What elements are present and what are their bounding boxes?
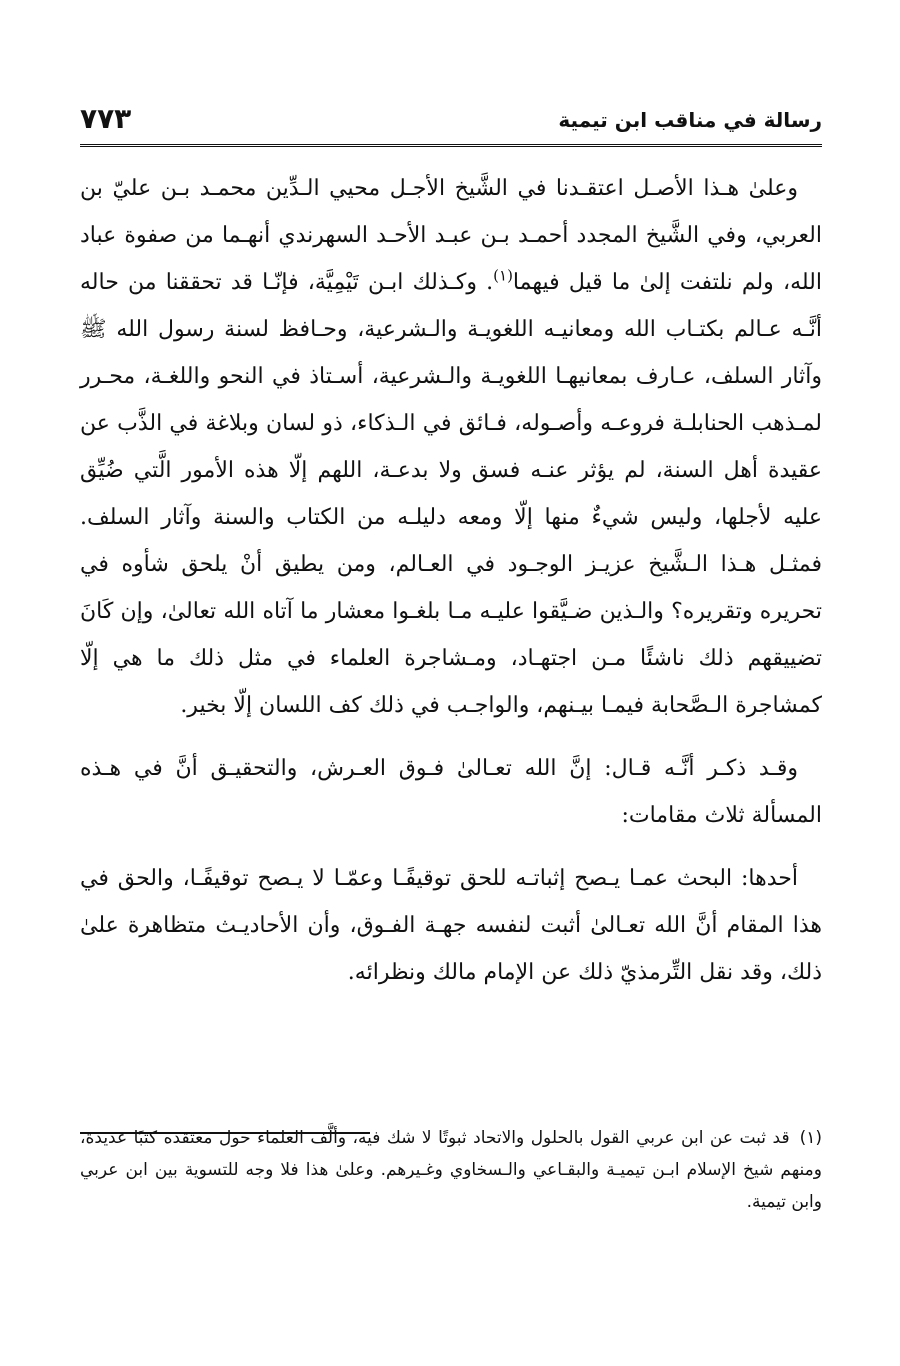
paragraph-1 [80, 165, 822, 729]
paragraph-3: أحدها: البحث عمـا يـصح إثباتـه للحق توقيفًـا وعمّـا لا يـصح توقيفًـا، والحق في هذا المقام أنَّ الله تعـالىٰ أثبت لنفسه جهـة الفـوق، وأن الأحاديـث متظاهرة علىٰ ذلك، وقد نقل التِّرمذيّ ذلك عن الإمام مالك ونظرائه. [80, 866, 822, 985]
footnotes-section [80, 1122, 822, 1218]
page-number: ٧٧٣ [80, 102, 132, 135]
footnote-text: قد ثبت عن ابن عربي القول بالحلول والاتحاد ثبوتًا لا شك فيه، وألَّف العلماء حول معتقده كتبًا عديدة، ومنهم شيخ الإسلام ابـن تيميـة والبقـاعي والـسخاوي وغـيرهم. وعلىٰ هذا فلا وجه للتسوية بين ابن عربي وابن تيمية. [80, 1128, 822, 1212]
paragraph-1-text-a: وعلىٰ هـذا الأصـل اعتقـدنا في الشَّيخ الأجـل محيي الـدِّين محمـد بـن عليّ بن العربي، وفي الشَّيخ المجدد أحمـد بـن عبـد الأحـد السهرندي أنهـما من صفوة عباد الله، ولم نلتفت إلىٰ ما قيل فيهما [80, 176, 822, 295]
footnote-reference[interactable]: (١) [493, 266, 513, 285]
footnote-marker: (١) [799, 1128, 822, 1148]
main-text [80, 165, 822, 996]
book-page [80, 100, 822, 1340]
footnote-1 [80, 1122, 822, 1218]
running-header [80, 100, 822, 147]
running-title: رسالة في مناقب ابن تيمية [558, 108, 822, 132]
paragraph-1-text-b: . وكـذلك ابـن تَيْمِيَّة، فإنّـا قد تحققنا من حاله أنَّـه عـالم بكتـاب الله ومعانيـه اللغويـة والـشرعية، وحـافظ لسنة رسول الله ﷺ وآثار السلف، عـارف بمعانيهـا اللغويـة والـشرعية، أسـتاذ في النحو واللغـة، محـرر لمـذهب الحنابلـة فروعـه وأصـوله، فـائق في الـذكاء، ذو لسان وبلاغة في الذَّب عن عقيدة أهل السنة، لم يؤثر عنـه فسق ولا بدعـة، اللهم إلّا هذه الأمور الَّتي ضُيِّق عليه لأجلها، وليس شيءٌ منها إلّا ومعه دليلـه من الكتاب والسنة وآثار السلف. فمثـل هـذا الـشَّيخ عزيـز الوجـود في العـالم، ومن يطيق أنْ يلحق شأوه في تحريره وتقريره؟ والـذين ضـيَّقوا عليـه مـا بلغـوا معشار ما آتاه الله تعالىٰ، وإن كَانَ تضييقهم ذلك ناشئًا مـن اجتهـاد، ومـشاجرة العلماء في مثل ذلك ما هي إلّا كمشاجرة الـصَّحابة فيمـا بيـنهم، والواجـب في ذلك كف اللسان إلّا بخير. [80, 270, 822, 718]
paragraph-2: وقـد ذكـر أنَّـه قـال: إنَّ الله تعـالىٰ فـوق العـرش، والتحقيـق أنَّ في هـذه المسألة ثلاث مقامات: [80, 756, 822, 828]
